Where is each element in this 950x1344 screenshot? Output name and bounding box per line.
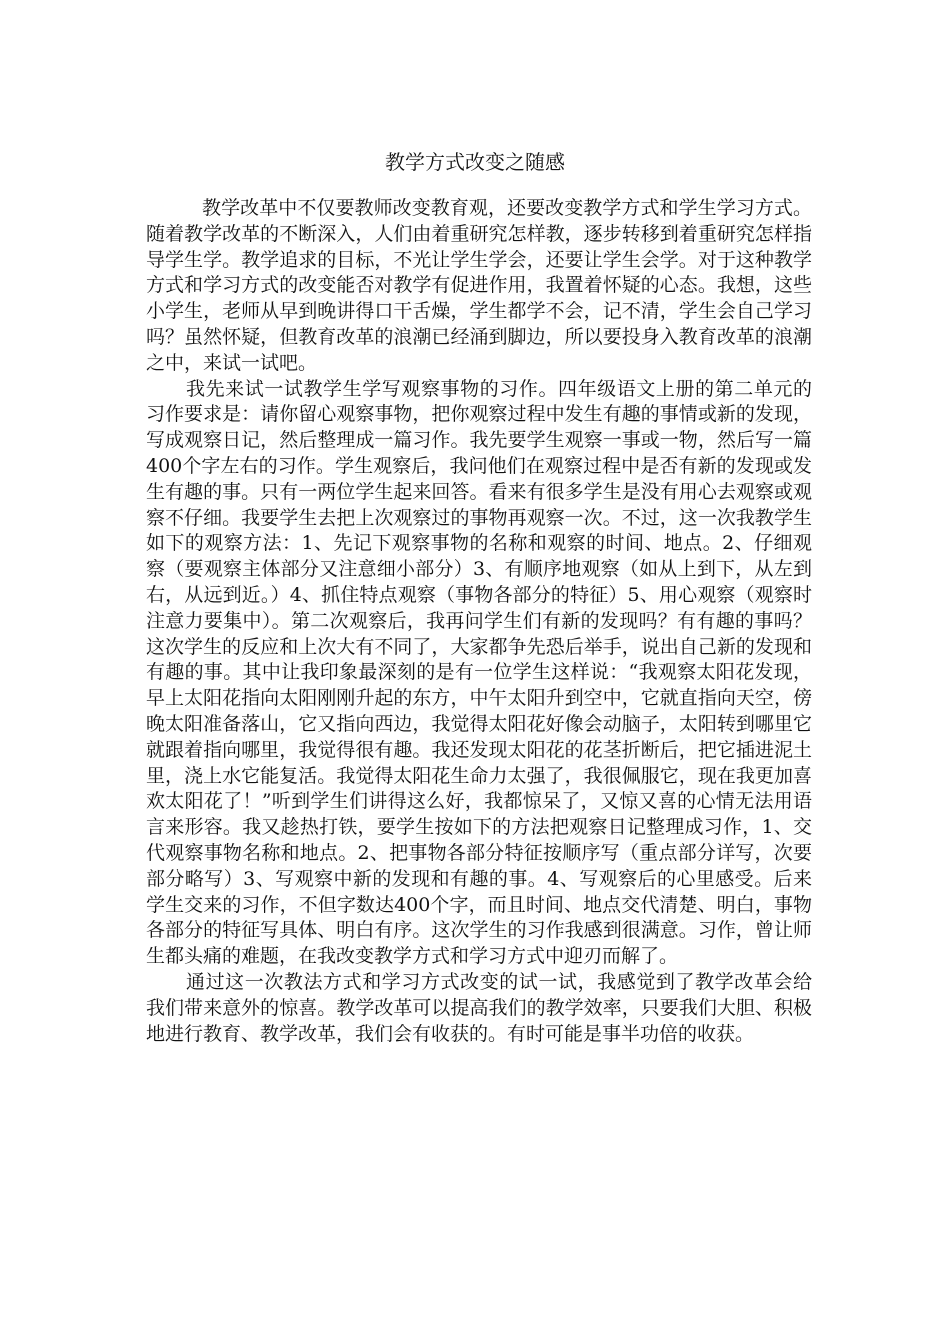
document-title: 教学方式改变之随感 (385, 150, 565, 174)
paragraph: 教学改革中不仅要教师改变教育观，还要改变教学方式和学生学习方式。随着教学改革的不断深入，人们由着重研究怎样教，逐步转移到着重研究怎样指导学生学。教学追求的目标，不光让学生学会，还要让学生会学。对于这种教学方式和学习方式的改变能否对教学有促进作用，我置着怀疑的心态。我想，这些小学生，老师从早到晚讲得口干舌燥，学生都学不会，记不清，学生会自己学习吗？虽然怀疑，但教育改革的浪潮已经涌到脚边，所以要投身入教育改革的浪潮之中，来试一试吧。 (146, 197, 812, 374)
document-body (146, 196, 812, 1047)
paragraph: 通过这一次教法方式和学习方式改变的试一试，我感觉到了教学改革会给我们带来意外的惊喜。教学改革可以提高我们的教学效率，只要我们大胆、积极地进行教育、教学改革，我们会有收获的。有时可能是事半功倍的收获。 (146, 970, 812, 1045)
paragraph: 我先来试一试教学生学写观察事物的习作。四年级语文上册的第二单元的习作要求是：请你留心观察事物，把你观察过程中发生有趣的事情或新的发现，写成观察日记，然后整理成一篇习作。我先要学生观察一事或一物，然后写一篇400个字左右的习作。学生观察后，我问他们在观察过程中是否有新的发现或发生有趣的事。只有一两位学生起来回答。看来有很多学生是没有用心去观察或观察不仔细。我要学生去把上次观察过的事物再观察一次。不过，这一次我教学生如下的观察方法：1、先记下观察事物的名称和观察的时间、地点。2、仔细观察（要观察主体部分又注意细小部分）3、有顺序地观察（如从上到下，从左到右，从远到近。）4、抓住特点观察（事物各部分的特征）5、用心观察（观察时注意力要集中）。第二次观察后，我再问学生们有新的发现吗？有有趣的事吗？这次学生的反应和上次大有不同了，大家都争先恐后举手，说出自己新的发现和有趣的事。其中让我印象最深刻的是有一位学生这样说：“我观察太阳花发现，早上太阳花指向太阳刚刚升起的东方，中午太阳升到空中，它就直指向天空，傍晚太阳准备落山，它又指向西边，我觉得太阳花好像会动脑子，太阳转到哪里它就跟着指向哪里，我觉得很有趣。我还发现太阳花的花茎折断后，把它插进泥土里，浇上水它能复活。我觉得太阳花生命力太强了，我很佩服它，现在我更加喜欢太阳花了！”听到学生们讲得这么好，我都惊呆了，又惊又喜的心情无法用语言来形容。我又趁热打铁，要学生按如下的方法把观察日记整理成习作，1、交代观察事物名称和地点。2、把事物各部分特征按顺序写（重点部分详写，次要部分略写）3、写观察中新的发现和有趣的事。4、写观察后的心里感受。后来学生交来的习作，不但字数达400个字，而且时间、地点交代清楚、明白，事物各部分的特征写具体、明白有序。这次学生的习作我感到很满意。习作，曾让师生都头痛的难题，在我改变教学方式和学习方式中迎刃而解了。 (146, 377, 812, 968)
